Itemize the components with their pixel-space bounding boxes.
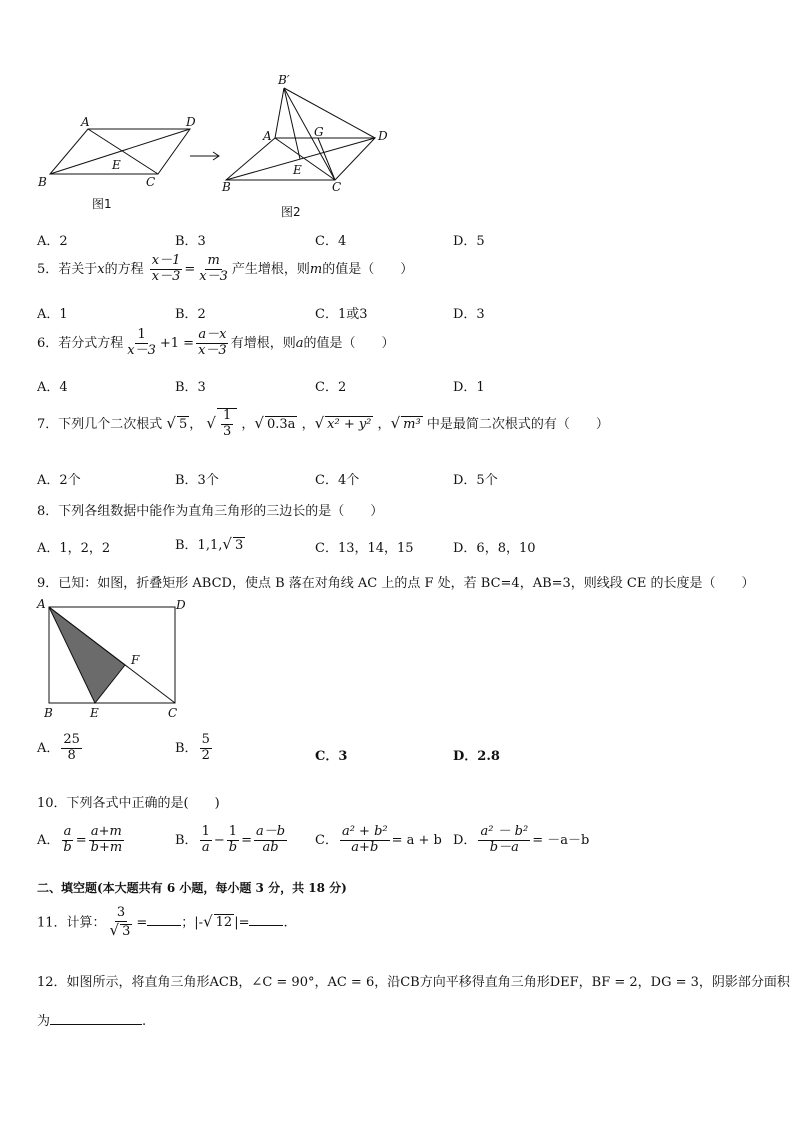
fig2-point-B: B xyxy=(222,180,231,194)
q8-option-b[interactable]: B．1,1,√ 3 xyxy=(175,535,244,553)
q6-option-b[interactable]: B．3 xyxy=(175,380,206,395)
question-12: 12．如图所示，将直角三角形ACB，∠C = 90°，AC = 6，沿CB方向平移得直角三角形DEF，BF = 2，DG = 3，阴影部分面积 xyxy=(37,975,790,990)
fig9-point-C: C xyxy=(168,706,178,720)
q10-option-a[interactable]: A． $\frac{a}{b}$ = $\frac{a+m}{b+m}$ xyxy=(37,824,123,855)
fig9-shaded-triangle xyxy=(49,607,125,703)
fig1-point-D: D xyxy=(186,115,196,129)
q4-option-d[interactable]: D．5 xyxy=(453,234,485,249)
fig1-point-E: E xyxy=(112,158,121,172)
fig2-point-C: C xyxy=(332,180,342,194)
q5-option-b[interactable]: B．2 xyxy=(175,307,206,322)
question-11: 11．计算： $\frac{3}{√ 3}$ = ；|-√ 12 |= . xyxy=(37,905,288,939)
question-7: 7．下列几个二次根式 √ 5 ， √ $\frac{1}{3}$ ，√ 0.3a ，√ x² + y² ，√ m³ 中是最简二次根式的有（ ） xyxy=(37,408,609,439)
transform-arrow xyxy=(190,152,219,160)
question-9: 9．已知：如图，折叠矩形 ABCD，使点 B 落在对角线 AC 上的点 F 处，若 BC=4，AB=3，则线段 CE 的长度是（ ） xyxy=(37,576,755,591)
q9-option-c[interactable]: C．3 xyxy=(315,749,348,764)
fig9-point-B: B xyxy=(44,706,53,720)
fig2-caption: 图2 xyxy=(281,205,301,219)
q4-option-a[interactable]: A．2 xyxy=(37,234,68,249)
fig9-point-A: A xyxy=(37,597,46,611)
q7-option-a[interactable]: A．2个 xyxy=(37,473,81,488)
q10-option-c[interactable]: C． $\frac{\text{a² + b²}}{a+b}$ = a + b xyxy=(315,824,442,855)
q8-option-a[interactable]: A．1，2，2 xyxy=(37,541,111,556)
q9-option-d[interactable]: D．2.8 xyxy=(453,749,500,764)
fig2-point-Bprime: B′ xyxy=(278,73,290,87)
q5-option-a[interactable]: A．1 xyxy=(37,307,68,322)
q7-option-b[interactable]: B．3个 xyxy=(175,473,219,488)
question-12-line2: 为 . xyxy=(37,1014,147,1029)
figure-9 xyxy=(34,596,194,722)
fig1-point-B: B xyxy=(38,175,47,189)
figure-1 xyxy=(37,115,196,189)
question-5: 5．若关于x的方程 $\frac{x-1}{x-3}$ = $\frac{m}{x-3}$ 产生增根，则m的值是（ ） xyxy=(37,253,414,284)
fig9-point-F: F xyxy=(131,653,140,667)
q9-option-a[interactable]: A． $\frac{25}{8}$ xyxy=(37,732,80,763)
question-8: 8．下列各组数据中能作为直角三角形的三边长的是（ ） xyxy=(37,504,384,519)
figure-2 xyxy=(221,73,388,194)
fig1-point-A: A xyxy=(81,115,90,129)
q6-option-a[interactable]: A．4 xyxy=(37,380,68,395)
section-2-title: 二、填空题(本大题共有 6 小题，每小题 3 分，共 18 分) xyxy=(37,881,347,895)
q4-option-b[interactable]: B．3 xyxy=(175,234,206,249)
q11-blank-1[interactable] xyxy=(147,913,181,926)
q7-option-d[interactable]: D．5个 xyxy=(453,473,498,488)
fig2-point-E: E xyxy=(293,163,302,177)
fig2-point-A: A xyxy=(263,129,272,143)
fig2-point-G: G xyxy=(314,125,324,139)
q11-blank-2[interactable] xyxy=(249,913,283,926)
question-10: 10．下列各式中正确的是( ) xyxy=(37,796,220,811)
question-6: 6．若分式方程 $\frac{1}{x-3}$ +1 = $\frac{a-x}{x-3}$ 有增根，则a的值是（ ） xyxy=(37,327,395,358)
q5-option-d[interactable]: D．3 xyxy=(453,307,485,322)
q9-option-b[interactable]: B． $\frac{5}{2}$ xyxy=(175,732,210,763)
q10-option-d[interactable]: D． $\frac{\text{a² － b²}}{b-a}$ = －a－b xyxy=(453,824,590,855)
q10-option-b[interactable]: B． $\frac{1}{a}$ − $\frac{1}{b}$ = $\frac{a-b}{ab}$ xyxy=(175,824,286,855)
fig9-point-E: E xyxy=(90,706,99,720)
fig2-point-D: D xyxy=(378,129,388,143)
fig9-point-D: D xyxy=(176,598,186,612)
fig1-caption: 图1 xyxy=(92,197,112,211)
q6-option-d[interactable]: D．1 xyxy=(453,380,485,395)
fig1-point-C: C xyxy=(146,175,156,189)
q5-option-c[interactable]: C．1或3 xyxy=(315,307,368,322)
q6-option-c[interactable]: C．2 xyxy=(315,380,347,395)
q12-blank[interactable] xyxy=(50,1012,142,1025)
figure-1-2 xyxy=(30,70,390,220)
q7-option-c[interactable]: C．4个 xyxy=(315,473,360,488)
q8-option-d[interactable]: D．6，8，10 xyxy=(453,541,536,556)
q8-option-c[interactable]: C．13，14，15 xyxy=(315,541,414,556)
q4-option-c[interactable]: C．4 xyxy=(315,234,347,249)
